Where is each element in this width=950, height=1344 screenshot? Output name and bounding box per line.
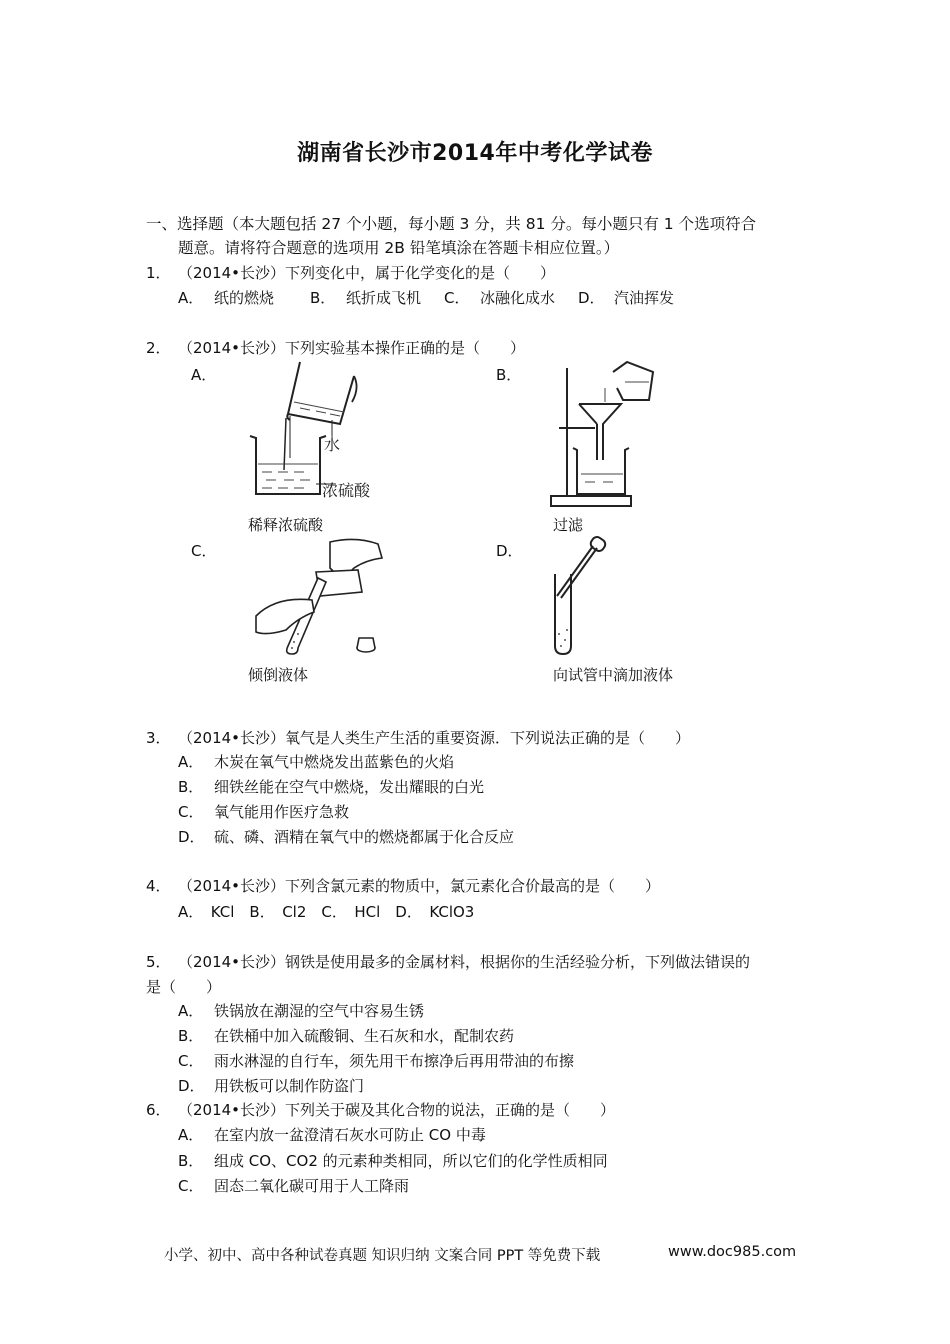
q1-option-b: B． 纸折成飞机 — [310, 289, 422, 307]
q5-option-b: B． 在铁桶中加入硫酸铜、生石灰和水，配制农药 — [178, 1027, 515, 1045]
water-label: 水 — [324, 435, 341, 454]
q1-option-d: D． 汽油挥发 — [578, 289, 675, 307]
q3-option-a: A． 木炭在氧气中燃烧发出蓝紫色的火焰 — [178, 753, 455, 771]
q5-option-a: A． 铁锅放在潮湿的空气中容易生锈 — [178, 1002, 425, 1020]
q2-figure-d-letter: D． — [496, 542, 523, 560]
q2-figure-b-letter: B． — [496, 366, 522, 384]
footer-text: 小学、初中、高中各种试卷真题 知识归纳 文案合同 PPT 等免费下载 — [164, 1248, 601, 1264]
q2-figure-d-caption: 向试管中滴加液体 — [553, 666, 674, 684]
section-header-line2: 题意。请将符合题意的选项用 2B 铅笔填涂在答题卡相应位置。） — [178, 239, 620, 257]
q6-option-a: A． 在室内放一盆澄清石灰水可防止 CO 中毒 — [178, 1126, 486, 1144]
question-6: 6． （2014•长沙）下列关于碳及其化合物的说法，正确的是（ ） — [146, 1101, 616, 1119]
question-2: 2． （2014•长沙）下列实验基本操作正确的是（ ） — [146, 339, 526, 357]
footer-link[interactable]: www.doc985.com — [668, 1244, 797, 1260]
q2-figure-b-caption: 过滤 — [553, 516, 584, 534]
question-5-continued: 是（ ） — [146, 978, 222, 996]
q2-figure-c-caption: 倾倒液体 — [248, 666, 309, 684]
q2-figure-a-letter: A． — [191, 366, 217, 384]
question-3: 3． （2014•长沙）氧气是人类生产生活的重要资源．下列说法正确的是（ ） — [146, 729, 691, 747]
page-title: 湖南省长沙市2014年中考化学试卷 — [297, 141, 653, 166]
q5-option-c: C． 雨水淋湿的自行车，须先用干布擦净后再用带油的布擦 — [178, 1052, 575, 1070]
q2-figure-c-letter: C． — [191, 542, 217, 560]
dilute-sulfuric-acid-figure — [240, 358, 400, 506]
q6-option-c: C． 固态二氧化碳可用于人工降雨 — [178, 1177, 410, 1195]
q4-options: A． KCl B． Cl2 C． HCl D． KClO3 — [178, 903, 475, 921]
q1-option-c: C． 冰融化成水 — [444, 289, 556, 307]
acid-label: 浓硫酸 — [322, 481, 371, 500]
section-header-line1: 一、选择题（本大题包括 27 个小题，每小题 3 分，共 81 分。每小题只有 1 个选项符合 — [146, 215, 757, 233]
question-5: 5． （2014•长沙）钢铁是使用最多的金属材料，根据你的生活经验分析，下列做法错误的 — [146, 953, 751, 971]
q3-option-c: C． 氧气能用作医疗急救 — [178, 803, 350, 821]
filtration-figure — [545, 358, 665, 510]
question-1 — [146, 262, 555, 284]
question-4: 4． （2014•长沙）下列含氯元素的物质中，氯元素化合价最高的是（ ） — [146, 877, 661, 895]
q3-option-b: B． 细铁丝能在空气中燃烧，发出耀眼的白光 — [178, 778, 485, 796]
q6-option-b: B． 组成 CO、CO2 的元素种类相同，所以它们的化学性质相同 — [178, 1152, 608, 1170]
q2-figure-a-caption: 稀释浓硫酸 — [248, 516, 324, 534]
q1-option-a: A． 纸的燃烧 — [178, 289, 275, 307]
drop-liquid-figure — [545, 534, 615, 658]
q5-option-d: D． 用铁板可以制作防盗门 — [178, 1077, 365, 1095]
question-number: 1． — [146, 264, 171, 282]
pour-liquid-figure — [246, 534, 396, 662]
q3-option-d: D． 硫、磷、酒精在氧气中的燃烧都属于化合反应 — [178, 828, 515, 846]
question-stem: （2014•长沙）下列变化中，属于化学变化的是（ ） — [178, 264, 556, 282]
